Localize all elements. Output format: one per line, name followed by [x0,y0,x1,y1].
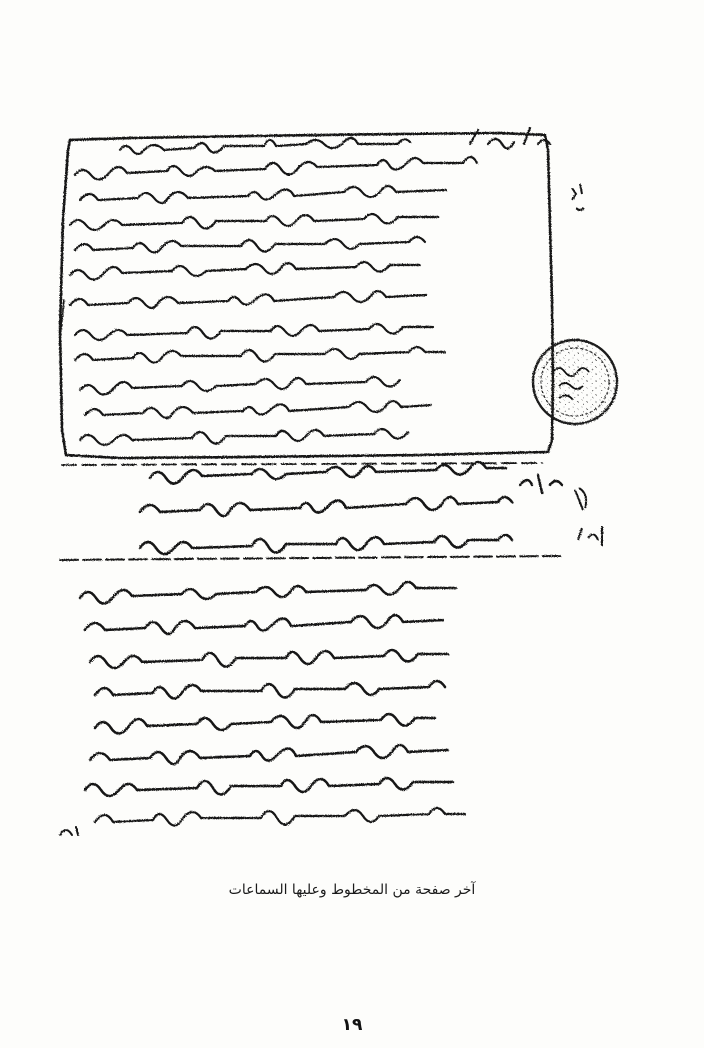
handwriting-middle [60,462,562,560]
figure-caption: آخر صفحة من المخطوط وعليها السماعات [228,882,476,898]
seal-stamp-icon [533,340,617,424]
page-number: ١٩ [341,1015,363,1035]
handwriting-upper [70,128,550,445]
handwriting-lower [60,582,465,835]
